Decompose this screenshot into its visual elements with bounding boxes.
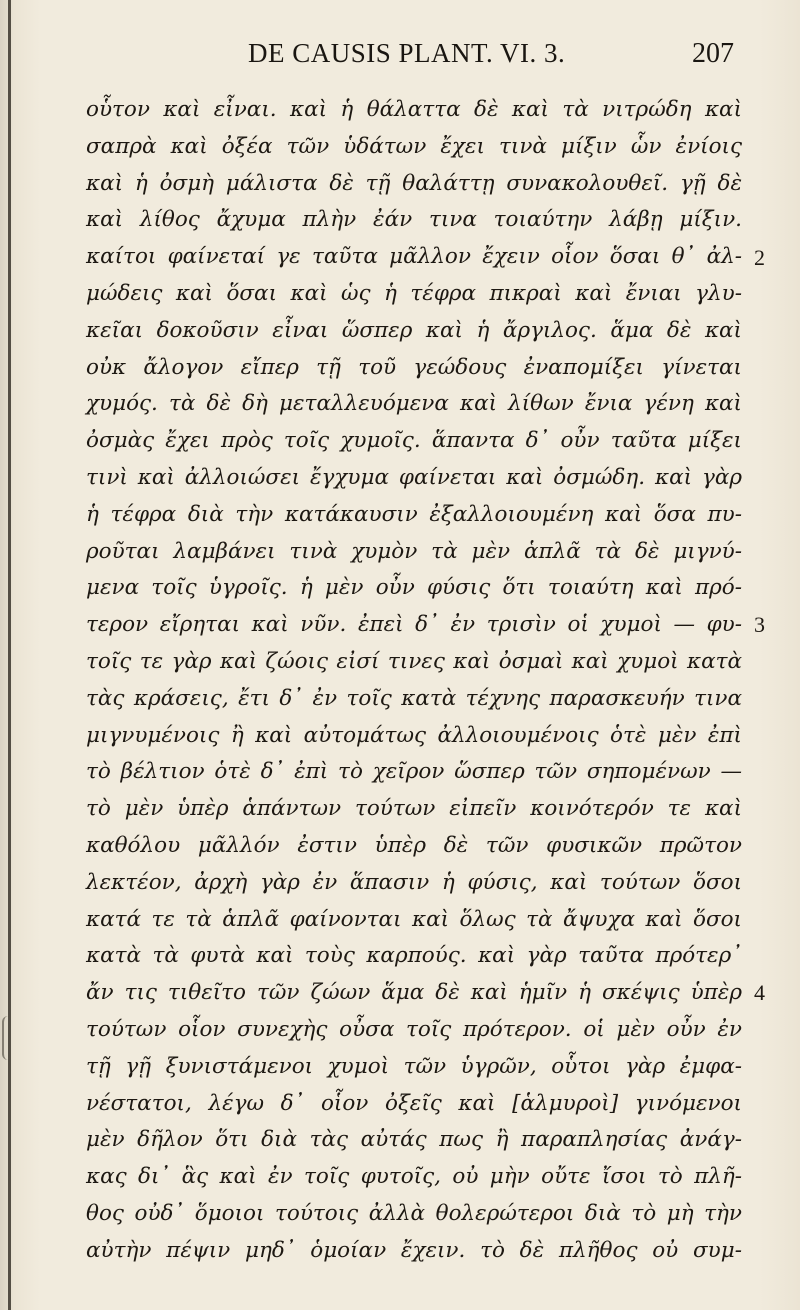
text-line: οὗτον καὶ εἶναι. καὶ ἡ θάλαττα δὲ καὶ τὰ νιτρώδη καὶ — [86, 97, 742, 122]
text-line: καὶ ἡ ὀσμὴ μάλιστα δὲ τῇ θαλάττῃ συνακολουθεῖ. γῇ δὲ — [86, 170, 742, 196]
text-line: κας δι᾽ ἃς καὶ ἐν τοῖς φυτοῖς, οὐ μὴν οὔτε ἴσοι τὸ πλῆ- — [86, 1164, 742, 1190]
greek-text-body — [86, 92, 742, 1270]
text-line: θος οὐδ᾽ ὅμοιοι τούτοις ἀλλὰ θολερώτεροι διὰ τὸ μὴ τὴν — [86, 1200, 742, 1226]
page-gutter-edge — [8, 0, 11, 1310]
text-line: νέστατοι, λέγω δ᾽ οἷον ὀξεῖς καὶ [ἁλμυροὶ] γινόμενοι — [86, 1090, 742, 1116]
text-line: τοῖς τε γὰρ καὶ ζώοις εἰσί τινες καὶ ὀσμαὶ καὶ χυμοὶ κατὰ — [86, 648, 742, 674]
text-line: ὀσμὰς ἔχει πρὸς τοῖς χυμοῖς. ἅπαντα δ᾽ οὖν ταῦτα μίξει — [86, 428, 742, 454]
text-line: κεῖαι δοκοῦσιν εἶναι ὥσπερ καὶ ἡ ἄργιλος. ἅμα δὲ καὶ — [86, 317, 742, 343]
text-line: καθόλου μᾶλλόν ἐστιν ὑπὲρ δὲ τῶν φυσικῶν πρῶτον — [86, 832, 742, 858]
text-line: τερον εἴρηται καὶ νῦν. ἐπεὶ δ᾽ ἐν τρισὶν οἱ χυμοὶ — φυ- — [86, 612, 742, 638]
page-number: 207 — [692, 38, 734, 69]
text-line: μὲν δῆλον ὅτι διὰ τὰς αὐτάς πως ἢ παραπλησίας ἀνάγ- — [86, 1127, 742, 1153]
running-head-title: DE CAUSIS PLANT. VI. 3. — [248, 38, 566, 68]
text-line: αὐτὴν πέψιν μηδ᾽ ὁμοίαν ἔχειν. τὸ δὲ πλῆθος οὐ συμ- — [86, 1237, 742, 1263]
running-head — [0, 38, 800, 68]
text-line: τῇ γῇ ξυνιστάμενοι χυμοὶ τῶν ὑγρῶν, οὗτοι γὰρ ἐμφα- — [86, 1053, 742, 1079]
text-line: σαπρὰ καὶ ὀξέα τῶν ὑδάτων ἔχει τινὰ μίξιν ὧν ἐνίοις — [86, 133, 742, 159]
text-line: μιγνυμένοις ἢ καὶ αὐτομάτως ἀλλοιουμένοις ὁτὲ μὲν ἐπὶ — [86, 722, 742, 748]
text-line: ἡ τέφρα διὰ τὴν κατάκαυσιν ἐξαλλοιουμένη καὶ ὅσα πυ- — [86, 501, 742, 527]
text-line: καίτοι φαίνεταί γε ταῦτα μᾶλλον ἔχειν οἷον ὅσαι θ᾽ ἀλ- — [86, 244, 742, 270]
text-line: μενα τοῖς ὑγροῖς. ἡ μὲν οὖν φύσις ὅτι τοιαύτη καὶ πρό- — [86, 575, 742, 601]
text-line: τὸ βέλτιον ὁτὲ δ᾽ ἐπὶ τὸ χεῖρον ὥσπερ τῶν σηπομένων — — [86, 759, 742, 785]
text-line: κατά τε τὰ ἁπλᾶ φαίνονται καὶ ὅλως τὰ ἄψυχα καὶ ὅσοι — [86, 906, 742, 932]
text-line: τὰς κράσεις, ἔτι δ᾽ ἐν τοῖς κατὰ τέχνης παρασκευήν τινα — [86, 685, 742, 711]
section-number-4: 4 — [754, 980, 765, 1005]
text-line: μώδεις καὶ ὅσαι καὶ ὡς ἡ τέφρα πικραὶ καὶ ἔνιαι γλυ- — [86, 280, 742, 306]
margin-bracket-mark — [2, 1016, 14, 1060]
section-number-2: 2 — [754, 245, 765, 270]
text-line: οὐκ ἄλογον εἴπερ τῇ τοῦ γεώδους ἐναπομίξει γίνεται — [86, 354, 742, 380]
text-line: χυμός. τὰ δὲ δὴ μεταλλευόμενα καὶ λίθων ἔνια γένη καὶ — [86, 391, 742, 417]
text-line: καὶ λίθος ἄχυμα πλὴν ἐάν τινα τοιαύτην λάβῃ μίξιν. — [86, 207, 742, 233]
text-line: τὸ μὲν ὑπὲρ ἁπάντων τούτων εἰπεῖν κοινότερόν τε καὶ — [86, 796, 742, 822]
text-line: ἄν τις τιθεῖτο τῶν ζώων ἅμα δὲ καὶ ἡμῖν ἡ σκέψις ὑπὲρ — [86, 980, 742, 1006]
text-line: κατὰ τὰ φυτὰ καὶ τοὺς καρπούς. καὶ γὰρ ταῦτα πρότερ᾽ — [86, 943, 742, 969]
text-line: τινὶ καὶ ἀλλοιώσει ἔγχυμα φαίνεται καὶ ὀσμώδη. καὶ γὰρ — [86, 464, 742, 490]
text-line: ροῦται λαμβάνει τινὰ χυμὸν τὰ μὲν ἁπλᾶ τὰ δὲ μιγνύ- — [86, 538, 742, 564]
text-line: λεκτέον, ἀρχὴ γὰρ ἐν ἅπασιν ἡ φύσις, καὶ τούτων ὅσοι — [86, 869, 742, 895]
text-line: τούτων οἷον συνεχὴς οὖσα τοῖς πρότερον. οἱ μὲν οὖν ἐν — [86, 1016, 742, 1042]
section-number-3: 3 — [754, 612, 765, 637]
